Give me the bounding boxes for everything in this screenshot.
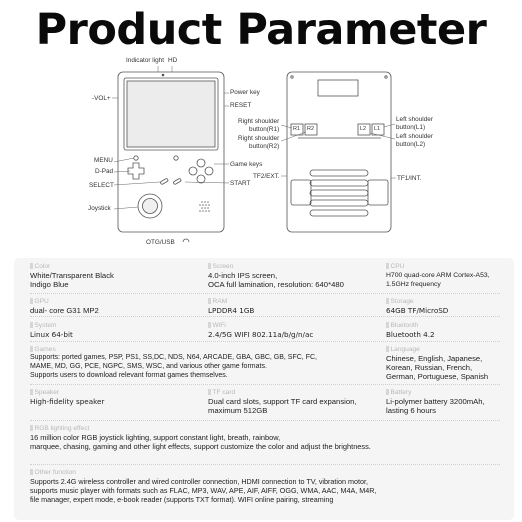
power-key-label: Power key: [230, 89, 260, 96]
spec-value: High-fidelity speaker: [30, 397, 105, 406]
device-drawing: [0, 58, 522, 254]
spec-speaker: [30, 389, 104, 406]
screw-icon: [291, 76, 293, 78]
spec-key: Games: [30, 346, 380, 354]
spec-key: CPU: [386, 263, 490, 271]
spec-value: H700 quad-core ARM Cortex-A53, 1.5GHz frequency: [386, 272, 490, 289]
divider: [30, 464, 500, 465]
screw-icon: [385, 76, 387, 78]
hd-label: HD: [168, 57, 178, 64]
spec-key: WiFi: [208, 322, 313, 330]
spec-key: Other function: [30, 469, 505, 477]
spec-value: White/Transparent Black Indigo Blue: [30, 271, 114, 290]
spec-tf-card: [208, 389, 357, 415]
headphone-jack-icon: [183, 239, 189, 242]
spec-key: GPU: [30, 298, 99, 306]
r1-label: Right shoulder button(R1): [238, 118, 280, 133]
divider: [30, 420, 500, 421]
r2-button-text: R2: [307, 126, 315, 132]
screen: [127, 81, 215, 147]
l1-label: Left shoulder button(L1): [396, 116, 433, 131]
start-pill: [173, 178, 181, 185]
spec-ram: [208, 298, 254, 315]
dpad-icon: [128, 163, 144, 179]
indicator-light-icon: [162, 74, 164, 76]
front-view: [112, 66, 229, 242]
spec-battery: [386, 389, 485, 415]
spec-key: Battery: [386, 389, 485, 397]
reset-label: RESET: [230, 102, 252, 109]
spec-table: [14, 258, 514, 520]
spec-value: LPDDR4 1GB: [208, 306, 255, 315]
back-view: [281, 72, 396, 232]
menu-label: MENU: [94, 157, 113, 164]
spec-rgb-lighting: [30, 425, 500, 451]
select-label: SELECT: [89, 182, 114, 189]
r2-label: Right shoulder button(R2): [238, 135, 280, 150]
select-pill: [160, 178, 168, 185]
vol-label: -VOL+: [92, 95, 111, 102]
tf1-label: TF1/INT.: [397, 175, 422, 182]
spec-cpu: [386, 263, 490, 289]
start-dot-icon: [174, 156, 178, 160]
divider: [30, 341, 500, 342]
spec-gpu: [30, 298, 99, 315]
spec-key: Color: [30, 263, 114, 271]
back-ridges: [310, 170, 368, 216]
dpad-label: D-Pad: [95, 168, 114, 175]
spec-language: [386, 346, 488, 382]
device-diagram: [0, 58, 522, 254]
menu-button-shape: [134, 156, 138, 160]
spec-key: Language: [386, 346, 488, 354]
joystick-label: Joystick: [88, 205, 111, 212]
spec-color: [30, 263, 114, 289]
joystick-icon: [143, 199, 158, 214]
start-label: START: [230, 180, 251, 187]
spec-bluetooth: [386, 322, 435, 339]
spec-key: Screen: [208, 263, 344, 271]
abxy-buttons-icon: [189, 159, 213, 183]
spec-other-function: [30, 469, 505, 504]
spec-value: 4.0-inch IPS screen, OCA full lamination, resolution: 640*480: [208, 271, 344, 290]
spec-value: Dual card slots, support TF card expansion, maximum 512GB: [208, 397, 357, 416]
spec-value: dual- core G31 MP2: [30, 306, 99, 315]
spec-key: RAM: [208, 298, 254, 306]
spec-key: Storage: [386, 298, 448, 306]
spec-games: [30, 346, 380, 380]
spec-value: Linux 64-bit: [30, 330, 73, 339]
spec-screen: [208, 263, 344, 289]
spec-value: Chinese, English, Japanese, Korean, Russian, French, German, Portuguese, Spanish: [386, 354, 489, 382]
page-title: Product Parameter: [35, 5, 487, 55]
divider: [30, 316, 500, 317]
r1-button-text: R1: [293, 126, 301, 132]
spec-value: Supports: ported games, PSP, PS1, SS,DC, NDS, N64, ARCADE, GBA, GBC, GB, SFC, FC, MAME, MD, GG, PCE, NGPC, SMS, WSC, and various other game formats. Supports users to download relevant format games themselves.: [30, 354, 317, 379]
spec-storage: [386, 298, 448, 315]
spec-value: 16 million color RGB joystick lighting, support constant light, breath, rainbow, marquee, chasing, gaming and other light effects, support customize the color and adjust the brightness.: [30, 433, 371, 452]
l1-button-text: L1: [374, 126, 381, 132]
speaker-grill-icon: [199, 201, 210, 212]
spec-key: Bluetooth: [386, 322, 435, 330]
spec-key: System: [30, 322, 73, 330]
spec-value: Supports 2.4G wireless controller and wired controller connection, HDMI connection to TV, vibration motor, supports music player with formats such as FLAC, MP3, WAV, APE, AIF, AIFF, OGG, WMA, AAC, M4A, M4R, file manager, expert mode, e-book reader (supports TXT format). WIFI online pairing, streaming: [30, 477, 377, 504]
spec-value: Li-polymer battery 3200mAh, lasting 6 hours: [386, 397, 485, 416]
game-keys-label: Game keys: [230, 161, 263, 168]
back-cutout: [318, 80, 358, 96]
otg-usb-label: OTG/USB: [146, 239, 175, 246]
spec-value: 2.4/5G WIFI 802.11a/b/g/n/ac: [208, 330, 314, 339]
spec-wifi: [208, 322, 313, 339]
spec-value: Bluetooth 4.2: [386, 330, 435, 339]
spec-value: 64GB TF/MicroSD: [386, 306, 449, 315]
spec-key: RGB lighting effect: [30, 425, 500, 433]
l2-button-text: L2: [360, 126, 367, 132]
spec-key: Speaker: [30, 389, 104, 397]
spec-system: [30, 322, 73, 339]
tf2-label: TF2/EXT.: [253, 173, 280, 180]
spec-key: TF card: [208, 389, 357, 397]
l2-label: Left shoulder button(L2): [396, 133, 433, 148]
divider: [30, 293, 500, 294]
indicator-light-label: Indicator light: [126, 57, 165, 64]
divider: [30, 384, 500, 385]
